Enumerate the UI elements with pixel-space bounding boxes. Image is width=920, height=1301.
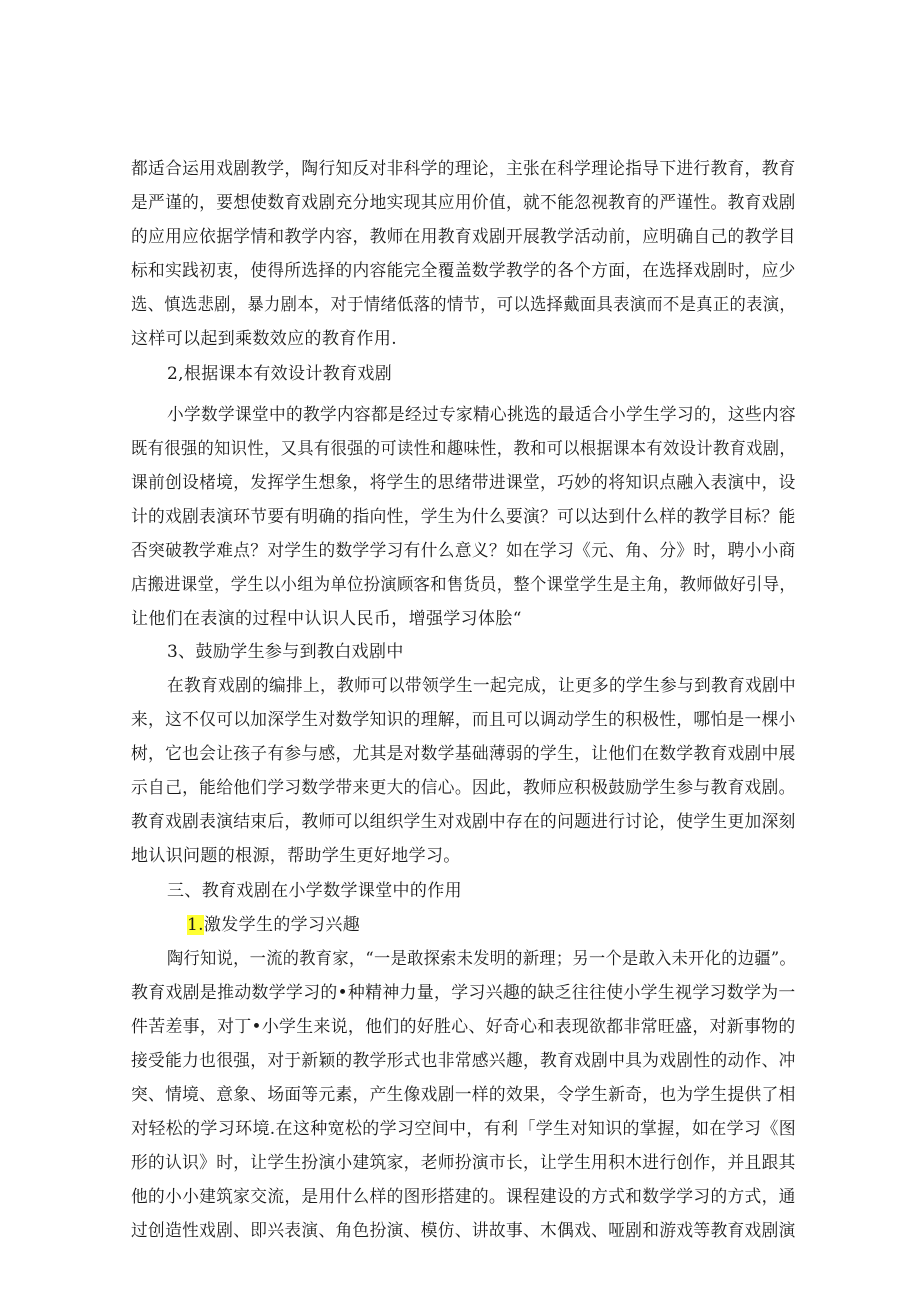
paragraph-line: 教育戏剧是推动数学学习的•种精神力量，学习兴趣的缺乏往往使小学生视学习数学为一 bbox=[131, 983, 796, 1003]
paragraph-line: 的应用应依据学情和教学内容，教师在用教育戏剧开展教学活动前，应明确自己的教学目 bbox=[131, 227, 796, 247]
subheading bbox=[187, 914, 360, 936]
paragraph-line: 都适合运用戏剧教学，陶行知反对非科学的理论，主张在科学理论指导下进行教育，教育 bbox=[131, 159, 796, 179]
paragraph-line: 否突破教学难点？对学生的数学学习有什么意义？如在学习《元、角、分》时，聘小小商 bbox=[131, 541, 796, 561]
paragraph-line: 陶行知说，一流的教育家，“一是敢探索未发明的新理；另一个是敢入未开化的边疆”。 bbox=[167, 949, 797, 969]
paragraph-line: 对轻松的学习环境.在这种宽松的学习空间中，有利「学生对知识的掌握，如在学习《图 bbox=[131, 1119, 797, 1139]
paragraph-line: 示自己，能给他们学习数学带来更大的信心。因此，教师应积极鼓励学生参与教育戏剧。 bbox=[131, 778, 796, 798]
paragraph-line: 课前创设楮境，发挥学生想象，将学生的思绪带进课堂，巧妙的将知识点融入表演中，设 bbox=[131, 473, 796, 493]
paragraph-line: 小学数学课堂中的教学内容都是经过专家精心挑选的最适合小学生学习的，这些内容 bbox=[167, 405, 796, 425]
subheading: 3、鼓励学生参与到教白戏剧中 bbox=[167, 642, 404, 662]
paragraph-line: 计的戏剧表演环节要有明确的指向性，学生为什么要演？可以达到什么样的教学目标？能 bbox=[131, 507, 796, 527]
paragraph-line: 是严谨的，要想使数育戏剧充分地实现其应用价值，就不能忽视教育的严谨性。教育戏剧 bbox=[131, 193, 796, 213]
paragraph-line: 他的小小建筑家交流，是用什么样的图形搭建的。课程建设的方式和数学学习的方式，通 bbox=[131, 1187, 796, 1207]
paragraph-line: 教育戏剧表演结束后，教师可以组织学生对戏剧中存在的问题进行讨论，使学生更加深刻 bbox=[131, 812, 796, 832]
paragraph-line: 标和实践初衷，使得所选择的内容能完全覆盖数学教学的各个方面，在选择戏剧时，应少 bbox=[131, 261, 796, 281]
paragraph-line: 件苦差事，对丁•小学生来说，他们的好胜心、好奇心和表现欲都非常旺盛，对新事物的 bbox=[131, 1017, 796, 1037]
paragraph-line: 店搬进课堂，学生以小组为单位扮演顾客和售货员，整个课堂学生是主角，教师做好引导， bbox=[131, 575, 796, 595]
paragraph-line: 选、慎选悲剧，暴力剧本，对于情绪低落的情节，可以选择戴面具表演而不是真正的表演， bbox=[131, 295, 796, 315]
paragraph-line: 既有很强的知识性，又具有很强的可读性和趣味性，教和可以根据课本有效设计教育戏剧， bbox=[131, 439, 796, 459]
paragraph-line: 来，这不仅可以加深学生对数学知识的理解，而且可以调动学生的积极性，哪怕是一棵小 bbox=[131, 710, 796, 730]
paragraph-line: 地认识问题的根源，帮助学生更好地学习。 bbox=[131, 846, 461, 866]
paragraph-line: 树，它也会让孩子有参与感，尤其是对数学基础薄弱的学生，让他们在数学教育戏剧中展 bbox=[131, 744, 796, 764]
section-heading: 三、教育戏剧在小学数学课堂中的作用 bbox=[167, 881, 462, 901]
highlight-marker: 1. bbox=[187, 915, 204, 935]
subheading: 2,根据课本有效设计教育戏剧 bbox=[167, 364, 393, 384]
paragraph-line: 接受能力也很强，对于新颖的教学形式也非常感兴趣，教育戏剧中具为戏剧性的动作、冲 bbox=[131, 1051, 796, 1071]
paragraph-line: 在教育戏剧的编排上，教师可以带领学生一起完成，让更多的学生参与到教育戏剧中 bbox=[167, 676, 796, 696]
paragraph-line: 突、情境、意象、场面等元素，产生像戏剧一样的效果，令学生新奇，也为学生提供了相 bbox=[131, 1085, 796, 1105]
paragraph-line: 这样可以起到乘数效应的教育作用. bbox=[131, 329, 398, 349]
paragraph-line: 让他们在表演的过程中认识人民币，增强学习体脍“ bbox=[131, 609, 522, 629]
paragraph-line: 形的认识》时，让学生扮演小建筑家，老师扮演市长，让学生用积木进行创作，并且跟其 bbox=[131, 1153, 796, 1173]
paragraph-line: 过创造性戏剧、即兴表演、角色扮演、模仿、讲故事、木偶戏、哑剧和游戏等教育戏剧演 bbox=[131, 1221, 796, 1241]
subheading-text: 激发学生的学习兴趣 bbox=[203, 915, 361, 935]
